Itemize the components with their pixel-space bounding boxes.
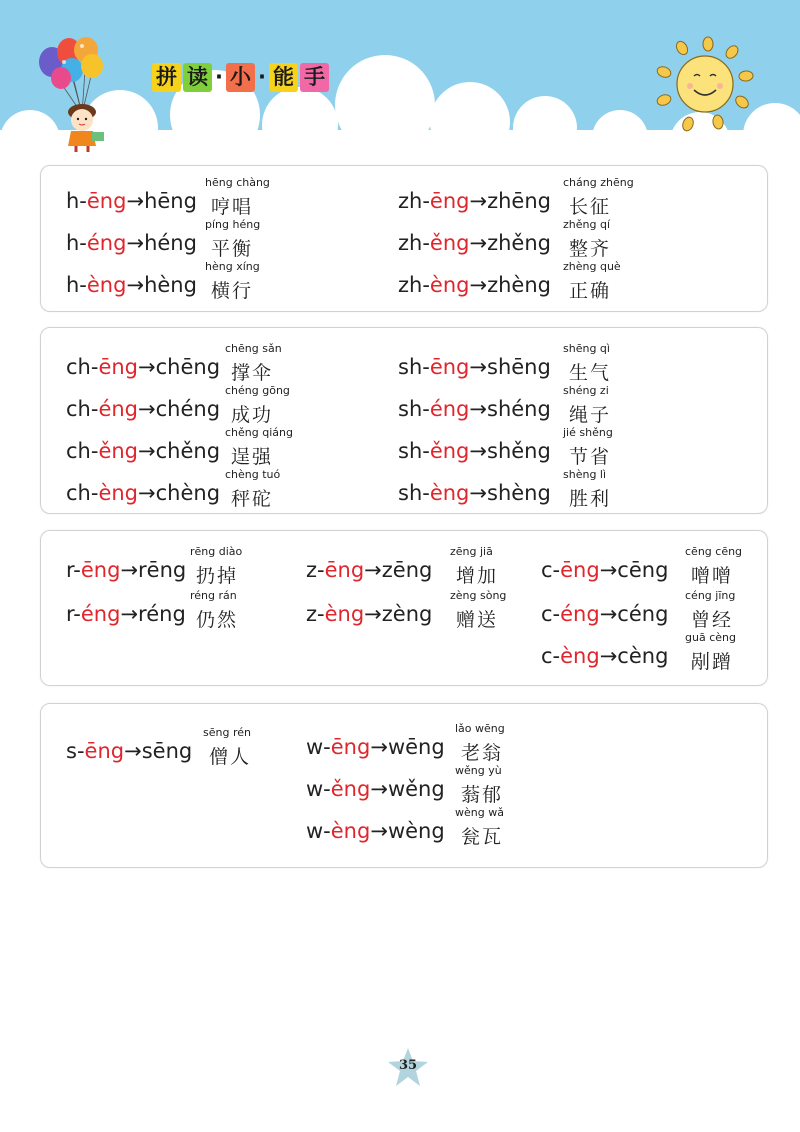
result-syllable: shéng [487, 397, 551, 421]
word-hanzi: 瓮瓦 [461, 826, 504, 848]
word-pinyin: cháng zhēng [563, 176, 634, 189]
word-pinyin: zhèng què [563, 260, 621, 273]
pinyin-entry [66, 426, 321, 468]
pinyin-entry [66, 342, 321, 384]
pinyin-entry [66, 218, 301, 260]
result-syllable: wèng [387, 819, 445, 843]
initial: h- [66, 231, 87, 255]
word-hanzi: 绳子 [569, 404, 612, 426]
final-tone: ēng [98, 355, 138, 379]
pinyin-entry [306, 545, 546, 587]
word-hanzi: 成功 [231, 404, 274, 426]
syllable-formula [398, 273, 551, 297]
arrow: → [469, 397, 487, 421]
result-syllable: shèng [487, 481, 551, 505]
final-tone: ěng [330, 777, 371, 801]
pinyin-entry [541, 545, 781, 587]
word-hanzi: 赠送 [456, 609, 499, 631]
syllable-formula [66, 189, 197, 213]
word-hanzi: 整齐 [569, 238, 612, 260]
result-syllable: chèng [155, 481, 221, 505]
word-hanzi: 撑伞 [231, 362, 274, 384]
result-syllable: hèng [144, 273, 197, 297]
result-syllable: wěng [387, 777, 445, 801]
pinyin-entry [398, 260, 659, 302]
word-pinyin: lǎo wēng [455, 722, 505, 735]
word-hanzi: 长征 [569, 196, 612, 218]
final-tone: ěng [429, 439, 470, 463]
initial: zh- [398, 273, 430, 297]
pinyin-entry [398, 426, 659, 468]
result-syllable: céng [617, 602, 669, 626]
pinyin-entry [306, 764, 551, 806]
syllable-formula [306, 602, 432, 626]
final-tone: ēng [429, 355, 470, 379]
initial: r- [66, 602, 81, 626]
word-hanzi: 哼唱 [211, 196, 254, 218]
initial: w- [306, 735, 331, 759]
pinyin-entry [398, 218, 659, 260]
result-syllable: chēng [155, 355, 221, 379]
result-syllable: sēng [141, 739, 193, 763]
result-syllable: zhèng [487, 273, 551, 297]
pinyin-entry [66, 726, 299, 768]
result-syllable: hēng [144, 189, 197, 213]
final-tone: ēng [80, 558, 121, 582]
syllable-formula [398, 481, 551, 505]
initial: sh- [398, 481, 430, 505]
syllable-formula [306, 819, 445, 843]
page-title [152, 63, 329, 92]
final-tone: éng [86, 231, 127, 255]
arrow: → [469, 439, 487, 463]
syllable-formula [66, 273, 197, 297]
arrow: → [126, 231, 145, 255]
final-tone: èng [429, 273, 470, 297]
syllable-formula [66, 397, 220, 421]
title-char: 拼 [152, 63, 181, 92]
title-char: 读 [183, 63, 212, 92]
arrow: → [138, 355, 156, 379]
title-char: 能 [269, 63, 298, 92]
syllable-formula [541, 602, 668, 626]
pinyin-entry [398, 384, 659, 426]
final-tone: èng [429, 481, 470, 505]
initial: sh- [398, 397, 430, 421]
word-hanzi: 蓊郁 [461, 784, 504, 806]
syllable-formula [398, 231, 551, 255]
pinyin-panel-s-w [40, 703, 768, 868]
initial: zh- [398, 189, 430, 213]
final-tone: ēng [324, 558, 365, 582]
final-tone: èng [324, 602, 365, 626]
word-pinyin: chēng sǎn [225, 342, 282, 355]
syllable-formula [66, 439, 220, 463]
word-pinyin: chěng qiáng [225, 426, 293, 439]
word-pinyin: zèng sòng [450, 589, 507, 602]
arrow: → [126, 189, 145, 213]
word-pinyin: zēng jiā [450, 545, 493, 558]
syllable-formula [306, 777, 445, 801]
result-syllable: zēng [381, 558, 433, 582]
syllable-formula [66, 355, 220, 379]
final-tone: éng [560, 602, 600, 626]
pinyin-entry [306, 806, 551, 848]
arrow: → [120, 558, 139, 582]
initial: w- [306, 819, 331, 843]
final-tone: èng [560, 644, 600, 668]
initial: z- [306, 602, 325, 626]
pinyin-entry [66, 260, 301, 302]
balloon-girl-illustration [34, 36, 134, 154]
initial: sh- [398, 355, 430, 379]
syllable-formula [66, 558, 186, 582]
initial: ch- [66, 355, 99, 379]
initial: zh- [398, 231, 430, 255]
word-pinyin: chéng gōng [225, 384, 290, 397]
syllable-formula [541, 558, 668, 582]
title-char: 手 [300, 63, 329, 92]
pinyin-entry [66, 468, 321, 510]
arrow: → [469, 273, 488, 297]
word-pinyin: shèng lì [563, 468, 607, 481]
word-pinyin: guā cèng [685, 631, 736, 644]
word-pinyin: rēng diào [190, 545, 243, 558]
arrow: → [370, 777, 388, 801]
syllable-formula [398, 355, 551, 379]
final-tone: éng [429, 397, 470, 421]
syllable-formula [66, 481, 220, 505]
word-hanzi: 逞强 [231, 446, 274, 468]
word-hanzi: 扔掉 [196, 565, 239, 587]
pinyin-entry [66, 176, 301, 218]
result-syllable: wēng [387, 735, 445, 759]
word-pinyin: wèng wǎ [455, 806, 504, 819]
word-hanzi: 平衡 [211, 238, 254, 260]
final-tone: èng [98, 481, 138, 505]
initial: ch- [66, 481, 99, 505]
pinyin-panel-ch-sh [40, 327, 768, 514]
final-tone: ēng [84, 739, 125, 763]
word-hanzi: 正确 [569, 280, 612, 302]
arrow: → [364, 558, 382, 582]
pinyin-entry [306, 722, 551, 764]
pinyin-entry [398, 342, 659, 384]
arrow: → [370, 735, 388, 759]
word-pinyin: shēng qì [563, 342, 610, 355]
syllable-formula [66, 739, 192, 763]
arrow: → [469, 189, 488, 213]
initial: s- [66, 739, 85, 763]
pinyin-entry [398, 468, 659, 510]
final-tone: ěng [98, 439, 138, 463]
result-syllable: shēng [487, 355, 551, 379]
arrow: → [138, 397, 156, 421]
initial: w- [306, 777, 331, 801]
result-syllable: chěng [155, 439, 221, 463]
word-pinyin: hèng xíng [205, 260, 260, 273]
arrow: → [599, 602, 618, 626]
result-syllable: héng [144, 231, 197, 255]
pinyin-entry [541, 631, 781, 673]
word-hanzi: 秤砣 [231, 488, 274, 510]
result-syllable: cēng [617, 558, 669, 582]
pinyin-entry [541, 589, 781, 631]
pinyin-entry [398, 176, 659, 218]
word-pinyin: céng jīng [685, 589, 736, 602]
final-tone: ēng [330, 735, 371, 759]
initial: h- [66, 273, 87, 297]
sun-illustration [650, 36, 755, 136]
initial: c- [541, 558, 561, 582]
word-pinyin: cēng cēng [685, 545, 743, 558]
arrow: → [469, 481, 487, 505]
result-syllable: rēng [138, 558, 187, 582]
initial: sh- [398, 439, 430, 463]
word-hanzi: 曾经 [691, 609, 734, 631]
pinyin-entry [66, 384, 321, 426]
arrow: → [364, 602, 382, 626]
final-tone: éng [98, 397, 138, 421]
word-pinyin: sēng rén [203, 726, 251, 739]
word-hanzi: 节省 [569, 446, 612, 468]
initial: c- [541, 602, 561, 626]
word-hanzi: 横行 [211, 280, 254, 302]
word-hanzi: 噌噌 [691, 565, 734, 587]
word-pinyin: shéng zi [563, 384, 609, 397]
arrow: → [599, 644, 618, 668]
word-pinyin: jié shěng [563, 426, 613, 439]
arrow: → [138, 481, 156, 505]
initial: h- [66, 189, 87, 213]
pinyin-panel-h-zh [40, 165, 768, 312]
syllable-formula [398, 439, 551, 463]
initial: r- [66, 558, 81, 582]
word-hanzi: 胜利 [569, 488, 612, 510]
result-syllable: zhēng [487, 189, 551, 213]
pinyin-entry [66, 545, 286, 587]
arrow: → [138, 439, 156, 463]
word-pinyin: hēng chàng [205, 176, 270, 189]
word-hanzi: 生气 [569, 362, 612, 384]
word-hanzi: 老翁 [461, 742, 504, 764]
initial: z- [306, 558, 325, 582]
initial: ch- [66, 439, 99, 463]
word-pinyin: píng héng [205, 218, 261, 231]
arrow: → [599, 558, 618, 582]
final-tone: ěng [429, 231, 470, 255]
pinyin-entry [306, 589, 546, 631]
result-syllable: chéng [155, 397, 221, 421]
word-pinyin: zhěng qí [563, 218, 611, 231]
pinyin-panel-r-z-c [40, 530, 768, 686]
initial: ch- [66, 397, 99, 421]
word-hanzi: 仍然 [196, 609, 239, 631]
word-hanzi: 僧人 [209, 746, 252, 768]
initial: c- [541, 644, 561, 668]
syllable-formula [398, 397, 551, 421]
result-syllable: cèng [617, 644, 669, 668]
arrow: → [120, 602, 139, 626]
syllable-formula [66, 602, 186, 626]
final-tone: èng [86, 273, 127, 297]
result-syllable: réng [138, 602, 186, 626]
word-hanzi: 增加 [456, 565, 499, 587]
final-tone: ēng [429, 189, 470, 213]
syllable-formula [398, 189, 551, 213]
syllable-formula [306, 558, 432, 582]
final-tone: ēng [560, 558, 600, 582]
word-pinyin: wěng yù [455, 764, 502, 777]
syllable-formula [66, 231, 197, 255]
pinyin-entry [66, 589, 286, 631]
title-char: 小 [226, 63, 255, 92]
word-pinyin: chèng tuó [225, 468, 281, 481]
arrow: → [370, 819, 388, 843]
arrow: → [124, 739, 142, 763]
syllable-formula [306, 735, 445, 759]
title-char: · [258, 65, 266, 89]
result-syllable: shěng [487, 439, 551, 463]
final-tone: éng [80, 602, 121, 626]
final-tone: èng [330, 819, 371, 843]
final-tone: ēng [86, 189, 127, 213]
word-pinyin: réng rán [190, 589, 237, 602]
page-number: 35 [398, 1058, 418, 1073]
result-syllable: zèng [381, 602, 433, 626]
arrow: → [126, 273, 145, 297]
result-syllable: zhěng [487, 231, 551, 255]
title-char: · [215, 65, 223, 89]
word-hanzi: 剐蹭 [691, 651, 734, 673]
arrow: → [469, 355, 487, 379]
arrow: → [469, 231, 488, 255]
syllable-formula [541, 644, 668, 668]
